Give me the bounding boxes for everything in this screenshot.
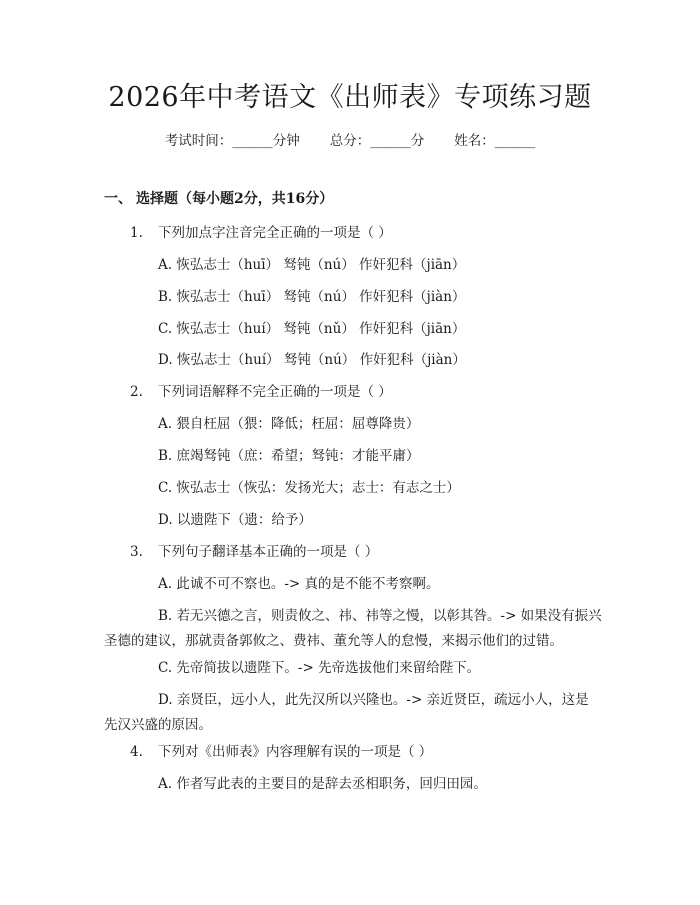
question-number: 1. bbox=[130, 225, 143, 241]
exam-info-line bbox=[0, 130, 700, 152]
question-stem bbox=[130, 541, 378, 563]
answer-option: C. 恢弘志士（恢弘：发扬光大；志士：有志之士） bbox=[158, 480, 460, 496]
question-stem bbox=[130, 381, 392, 403]
question-stem bbox=[130, 222, 392, 244]
question-text: 下列加点字注音完全正确的一项是（ ） bbox=[158, 225, 392, 241]
question-number: 2. bbox=[130, 384, 143, 400]
answer-option: D. 以遗陛下（遗：给予） bbox=[158, 512, 312, 528]
question-text: 下列词语解释不完全正确的一项是（ ） bbox=[158, 384, 392, 400]
answer-option: D. 恢弘志士（huí） 驽钝（nú） 作奸犯科（jiàn） bbox=[158, 352, 466, 368]
answer-option: A. 作者写此表的主要目的是辞去丞相职务，回归田园。 bbox=[158, 776, 487, 792]
answer-option: C. 恢弘志士（huí） 驽钝（nǔ） 作奸犯科（jiān） bbox=[158, 321, 466, 337]
answer-option: B. 庶竭驽钝（庶：希望；驽钝：才能平庸） bbox=[158, 448, 420, 464]
section-heading bbox=[104, 188, 333, 210]
page-title: 2026年中考语文《出师表》专项练习题 bbox=[108, 82, 592, 113]
answer-option: B. 若无兴德之言，则责攸之、祎、祎等之慢，以彰其咎。-> 如果没有振兴圣德的建议，那就责备郭攸之、费祎、董允等人的怠慢，来揭示他们的过错。 bbox=[104, 608, 602, 649]
section-title: 选择题（每小题2分，共16分） bbox=[136, 191, 334, 207]
answer-option: A. 猥自枉屈（猥：降低；枉屈：屈尊降贵） bbox=[158, 416, 420, 432]
section-number: 一、 bbox=[104, 191, 132, 207]
question-number: 4. bbox=[130, 744, 143, 760]
answer-option: A. 此诚不可不察也。-> 真的是不能不考察啊。 bbox=[158, 576, 440, 592]
answer-option: C. 先帝简拔以遗陛下。-> 先帝选拔他们来留给陛下。 bbox=[158, 660, 481, 676]
answer-option: A. 恢弘志士（huī） 驽钝（nú） 作奸犯科（jiān） bbox=[158, 257, 466, 273]
question-text: 下列对《出师表》内容理解有误的一项是（ ） bbox=[158, 744, 433, 760]
exam-time-field: 考试时间：______分钟 bbox=[164, 133, 300, 149]
answer-option: D. 亲贤臣，远小人，此先汉所以兴隆也。-> 亲近贤臣，疏远小人，这是先汉兴盛的原因。 bbox=[104, 692, 589, 733]
total-score-field: 总分：______分 bbox=[329, 133, 425, 149]
answer-option: B. 恢弘志士（huī） 驽钝（nú） 作奸犯科（jiàn） bbox=[158, 289, 466, 305]
question-stem bbox=[130, 741, 432, 763]
question-text: 下列句子翻译基本正确的一项是（ ） bbox=[158, 544, 379, 560]
question-number: 3. bbox=[130, 544, 143, 560]
student-name-field: 姓名：______ bbox=[454, 133, 536, 149]
